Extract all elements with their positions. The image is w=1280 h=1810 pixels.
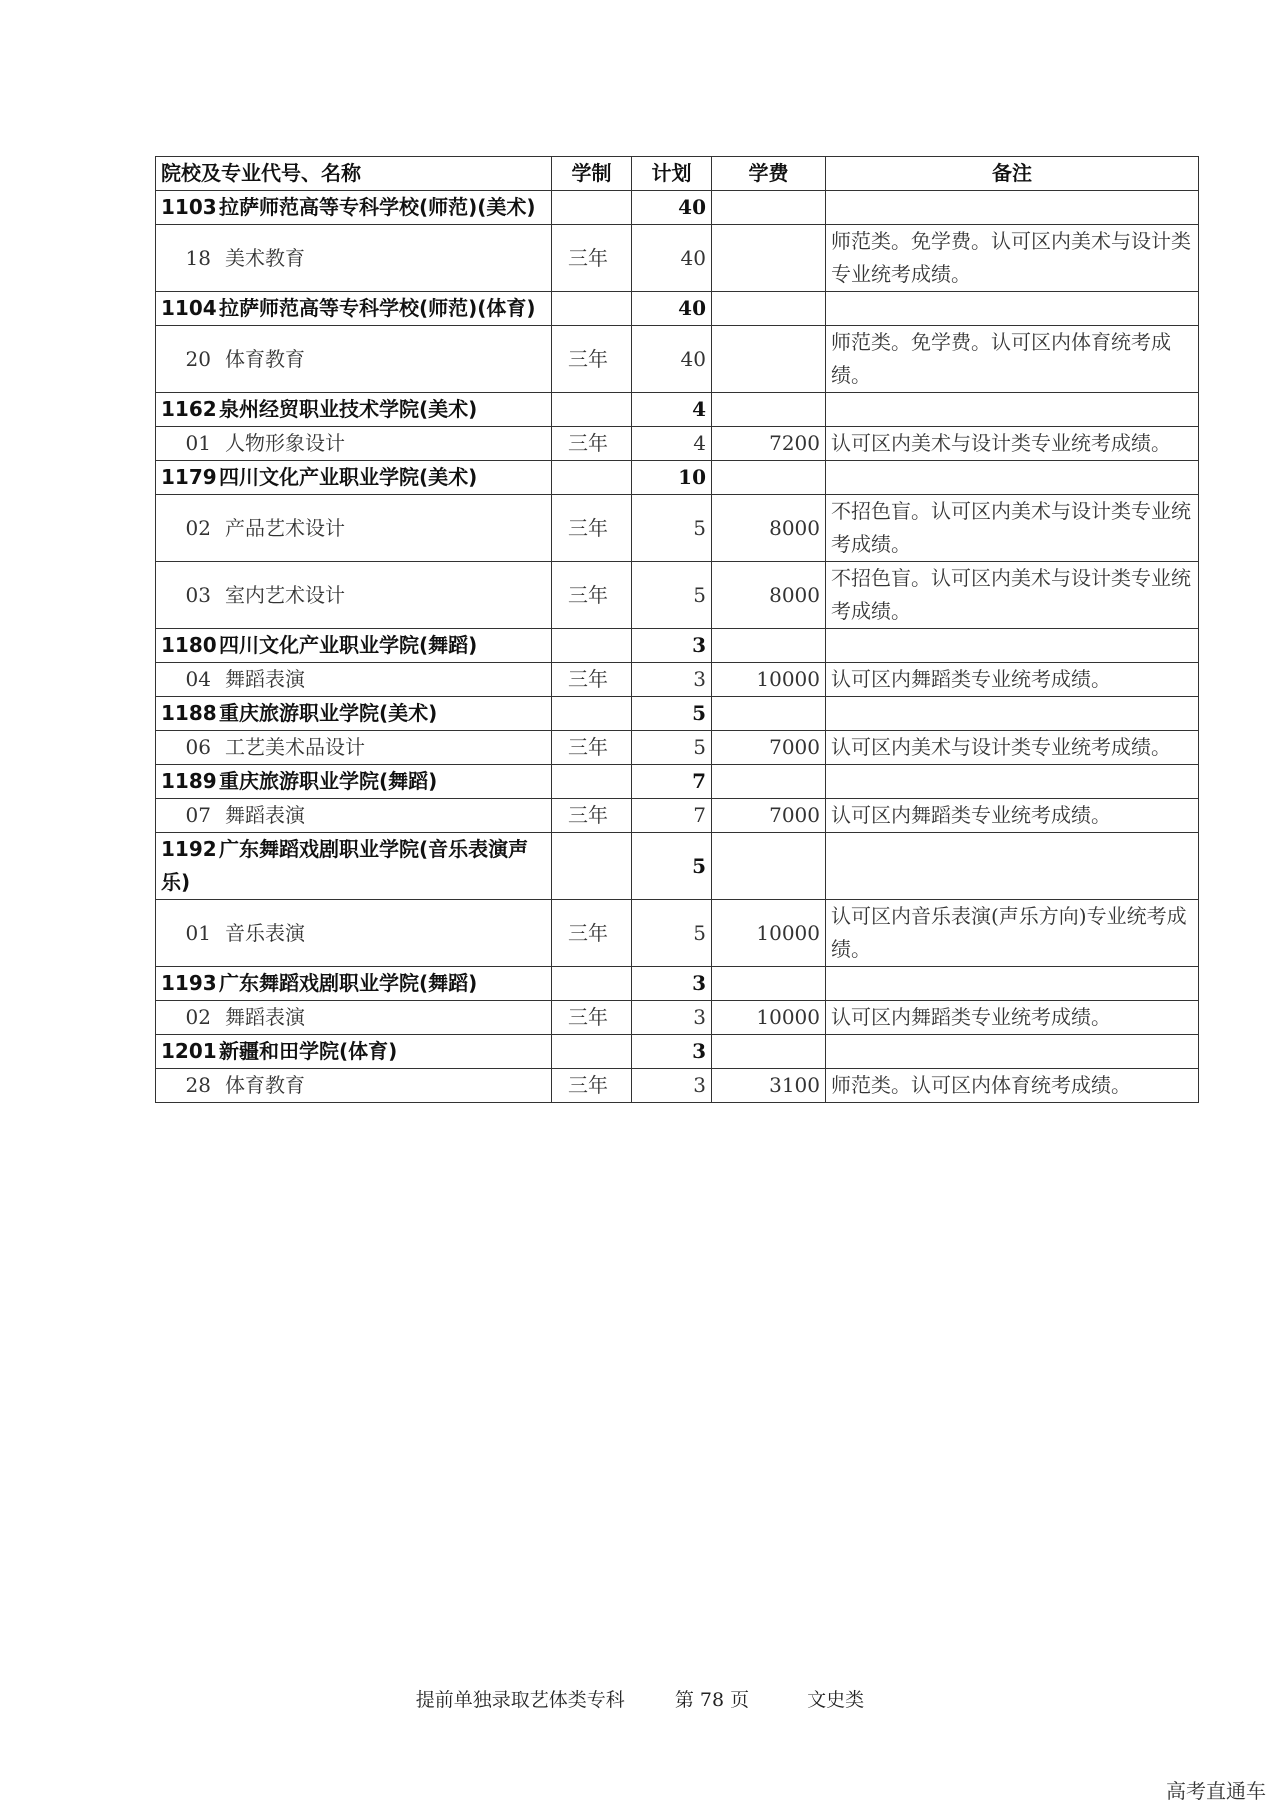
- major-name-cell: [156, 225, 552, 292]
- fee-cell: [712, 1035, 826, 1069]
- fee-cell: 8000: [712, 562, 826, 629]
- note-cell: [826, 191, 1199, 225]
- header-name: 院校及专业代号、名称: [156, 157, 552, 191]
- major-code: 03: [185, 582, 211, 607]
- school-name: 重庆旅游职业学院(舞蹈): [219, 769, 438, 793]
- school-name-cell: [156, 833, 552, 900]
- school-code: 1189: [161, 769, 217, 793]
- major-name-cell: [156, 1001, 552, 1035]
- major-name: 舞蹈表演: [225, 803, 305, 827]
- plan-cell: 4: [632, 393, 712, 427]
- major-row: [156, 562, 1199, 629]
- note-cell: 认可区内音乐表演(声乐方向)专业统考成绩。: [826, 900, 1199, 967]
- major-name: 舞蹈表演: [225, 1005, 305, 1029]
- fee-cell: [712, 292, 826, 326]
- plan-cell: 5: [632, 562, 712, 629]
- school-row: [156, 393, 1199, 427]
- years-cell: [552, 292, 632, 326]
- school-code: 1201: [161, 1039, 217, 1063]
- plan-cell: 4: [632, 427, 712, 461]
- note-cell: [826, 967, 1199, 1001]
- school-code: 1193: [161, 971, 217, 995]
- plan-cell: 5: [632, 900, 712, 967]
- note-cell: [826, 292, 1199, 326]
- school-name: 拉萨师范高等专科学校(师范)(体育): [219, 296, 536, 320]
- plan-cell: 40: [632, 292, 712, 326]
- major-name: 舞蹈表演: [225, 667, 305, 691]
- school-row: [156, 461, 1199, 495]
- fee-cell: 10000: [712, 1001, 826, 1035]
- school-code: 1188: [161, 701, 217, 725]
- major-code: 01: [185, 431, 211, 455]
- major-name-cell: [156, 799, 552, 833]
- fee-cell: [712, 697, 826, 731]
- major-code: 18: [185, 245, 211, 270]
- years-cell: [552, 833, 632, 900]
- school-name-cell: [156, 697, 552, 731]
- fee-cell: 3100: [712, 1069, 826, 1103]
- years-cell: 三年: [552, 1069, 632, 1103]
- header-fee: 学费: [712, 157, 826, 191]
- note-cell: 师范类。认可区内体育统考成绩。: [826, 1069, 1199, 1103]
- major-code: 02: [185, 515, 211, 540]
- major-name-cell: [156, 900, 552, 967]
- table-body: [156, 191, 1199, 1103]
- years-cell: 三年: [552, 799, 632, 833]
- school-row: [156, 191, 1199, 225]
- school-row: [156, 967, 1199, 1001]
- note-cell: 认可区内舞蹈类专业统考成绩。: [826, 799, 1199, 833]
- fee-cell: 7000: [712, 799, 826, 833]
- plan-cell: 3: [632, 1069, 712, 1103]
- major-code: 01: [185, 920, 211, 945]
- school-name-cell: [156, 461, 552, 495]
- major-row: [156, 1069, 1199, 1103]
- major-name-cell: [156, 1069, 552, 1103]
- footer-subject: 文史类: [807, 1689, 865, 1711]
- school-name: 四川文化产业职业学院(美术): [219, 465, 478, 489]
- years-cell: [552, 629, 632, 663]
- school-code: 1192: [161, 837, 217, 861]
- major-row: [156, 663, 1199, 697]
- years-cell: 三年: [552, 326, 632, 393]
- footer-category: 提前单独录取艺体类专科: [415, 1689, 625, 1711]
- school-row: [156, 629, 1199, 663]
- major-code: 07: [185, 803, 211, 827]
- school-code: 1180: [161, 633, 217, 657]
- major-row: [156, 799, 1199, 833]
- school-name-cell: [156, 191, 552, 225]
- plan-cell: 5: [632, 495, 712, 562]
- years-cell: [552, 393, 632, 427]
- plan-cell: 5: [632, 697, 712, 731]
- school-name-cell: [156, 629, 552, 663]
- school-row: [156, 292, 1199, 326]
- plan-cell: 5: [632, 731, 712, 765]
- fee-cell: 7200: [712, 427, 826, 461]
- note-cell: [826, 765, 1199, 799]
- major-name-cell: [156, 326, 552, 393]
- fee-cell: [712, 629, 826, 663]
- school-row: [156, 697, 1199, 731]
- major-row: [156, 495, 1199, 562]
- table-header-row: [156, 157, 1199, 191]
- note-cell: 认可区内舞蹈类专业统考成绩。: [826, 1001, 1199, 1035]
- plan-cell: 40: [632, 191, 712, 225]
- plan-cell: 7: [632, 765, 712, 799]
- note-cell: [826, 461, 1199, 495]
- major-name-cell: [156, 495, 552, 562]
- school-code: 1162: [161, 397, 217, 421]
- school-name: 泉州经贸职业技术学院(美术): [219, 397, 478, 421]
- major-name: 美术教育: [225, 245, 305, 270]
- plan-cell: 3: [632, 629, 712, 663]
- header-years: 学制: [552, 157, 632, 191]
- plan-cell: 3: [632, 663, 712, 697]
- school-name-cell: [156, 1035, 552, 1069]
- header-plan: 计划: [632, 157, 712, 191]
- note-cell: 师范类。免学费。认可区内美术与设计类专业统考成绩。: [826, 225, 1199, 292]
- school-name-cell: [156, 292, 552, 326]
- major-code: 28: [185, 1073, 211, 1097]
- note-cell: 师范类。免学费。认可区内体育统考成绩。: [826, 326, 1199, 393]
- years-cell: 三年: [552, 225, 632, 292]
- years-cell: 三年: [552, 663, 632, 697]
- major-name: 产品艺术设计: [225, 515, 345, 540]
- watermark: 高考直通车: [1166, 1779, 1266, 1803]
- note-cell: [826, 1035, 1199, 1069]
- school-name: 广东舞蹈戏剧职业学院(音乐表演声乐): [161, 837, 529, 894]
- years-cell: 三年: [552, 427, 632, 461]
- note-cell: [826, 833, 1199, 900]
- fee-cell: [712, 191, 826, 225]
- page-footer: [0, 1685, 1280, 1712]
- years-cell: [552, 461, 632, 495]
- note-cell: 认可区内美术与设计类专业统考成绩。: [826, 427, 1199, 461]
- fee-cell: [712, 326, 826, 393]
- plan-cell: 10: [632, 461, 712, 495]
- major-name-cell: [156, 427, 552, 461]
- fee-cell: 10000: [712, 900, 826, 967]
- school-code: 1104: [161, 296, 217, 320]
- school-name: 广东舞蹈戏剧职业学院(舞蹈): [219, 971, 478, 995]
- school-row: [156, 765, 1199, 799]
- note-cell: [826, 697, 1199, 731]
- school-code: 1103: [161, 195, 217, 219]
- note-cell: [826, 393, 1199, 427]
- major-row: [156, 1001, 1199, 1035]
- school-name-cell: [156, 765, 552, 799]
- school-name-cell: [156, 967, 552, 1001]
- fee-cell: [712, 833, 826, 900]
- major-row: [156, 225, 1199, 292]
- major-row: [156, 731, 1199, 765]
- fee-cell: [712, 765, 826, 799]
- major-name: 体育教育: [225, 1073, 305, 1097]
- admission-table: [155, 156, 1199, 1103]
- fee-cell: 8000: [712, 495, 826, 562]
- note-cell: 认可区内美术与设计类专业统考成绩。: [826, 731, 1199, 765]
- school-name: 拉萨师范高等专科学校(师范)(美术): [219, 195, 536, 219]
- plan-cell: 7: [632, 799, 712, 833]
- fee-cell: 10000: [712, 663, 826, 697]
- major-name: 人物形象设计: [225, 431, 345, 455]
- years-cell: 三年: [552, 562, 632, 629]
- fee-cell: [712, 461, 826, 495]
- major-row: [156, 427, 1199, 461]
- header-note: 备注: [826, 157, 1199, 191]
- plan-cell: 3: [632, 967, 712, 1001]
- major-code: 02: [185, 1005, 211, 1029]
- note-cell: 不招色盲。认可区内美术与设计类专业统考成绩。: [826, 562, 1199, 629]
- years-cell: 三年: [552, 900, 632, 967]
- major-code: 04: [185, 667, 211, 691]
- years-cell: 三年: [552, 495, 632, 562]
- footer-page-number: 第 78 页: [674, 1689, 750, 1711]
- major-name: 工艺美术品设计: [225, 735, 365, 759]
- years-cell: [552, 191, 632, 225]
- school-code: 1179: [161, 465, 217, 489]
- school-name: 新疆和田学院(体育): [219, 1039, 398, 1063]
- school-row: [156, 833, 1199, 900]
- school-name: 重庆旅游职业学院(美术): [219, 701, 438, 725]
- years-cell: 三年: [552, 731, 632, 765]
- plan-cell: 40: [632, 225, 712, 292]
- plan-cell: 5: [632, 833, 712, 900]
- major-code: 20: [185, 346, 211, 371]
- major-name-cell: [156, 663, 552, 697]
- note-cell: 不招色盲。认可区内美术与设计类专业统考成绩。: [826, 495, 1199, 562]
- note-cell: [826, 629, 1199, 663]
- plan-cell: 3: [632, 1001, 712, 1035]
- plan-cell: 3: [632, 1035, 712, 1069]
- school-row: [156, 1035, 1199, 1069]
- school-name-cell: [156, 393, 552, 427]
- fee-cell: [712, 393, 826, 427]
- major-name: 音乐表演: [225, 920, 305, 945]
- major-name-cell: [156, 562, 552, 629]
- years-cell: 三年: [552, 1001, 632, 1035]
- years-cell: [552, 765, 632, 799]
- major-code: 06: [185, 735, 211, 759]
- years-cell: [552, 967, 632, 1001]
- major-name: 体育教育: [225, 346, 305, 371]
- fee-cell: [712, 967, 826, 1001]
- fee-cell: [712, 225, 826, 292]
- school-name: 四川文化产业职业学院(舞蹈): [219, 633, 478, 657]
- major-row: [156, 326, 1199, 393]
- fee-cell: 7000: [712, 731, 826, 765]
- major-row: [156, 900, 1199, 967]
- major-name-cell: [156, 731, 552, 765]
- years-cell: [552, 697, 632, 731]
- major-name: 室内艺术设计: [225, 582, 345, 607]
- note-cell: 认可区内舞蹈类专业统考成绩。: [826, 663, 1199, 697]
- plan-cell: 40: [632, 326, 712, 393]
- years-cell: [552, 1035, 632, 1069]
